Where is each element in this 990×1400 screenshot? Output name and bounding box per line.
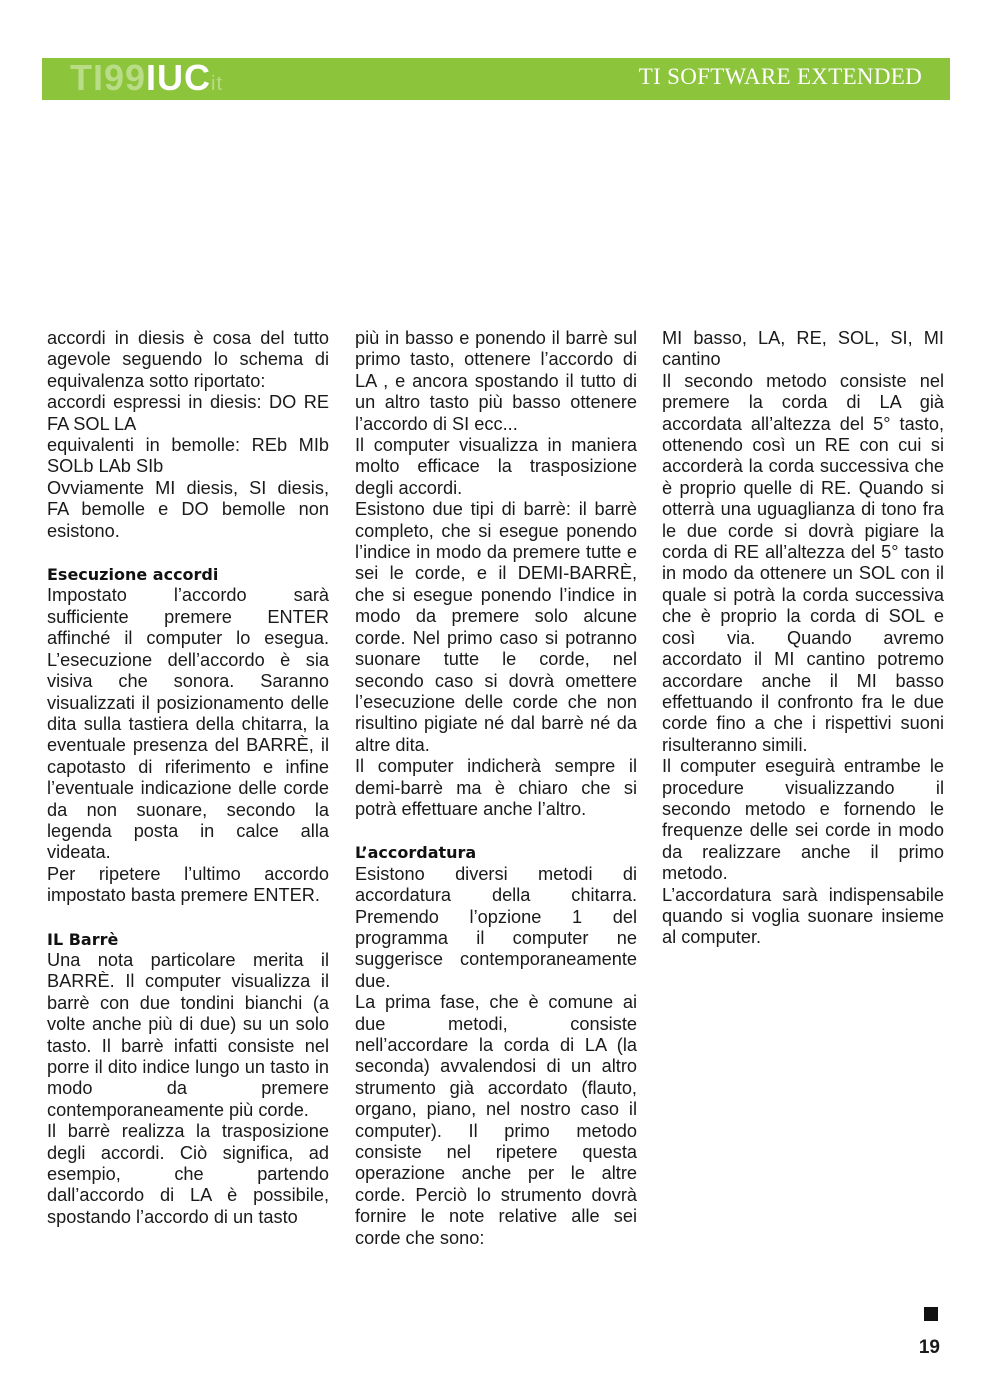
section-heading: L’accordatura	[355, 843, 477, 863]
paragraph: accordi in diesis è cosa del tutto agevole seguendo lo schema di equivalenza sotto riportato:	[47, 328, 329, 391]
logo-part-iuc: IUC	[146, 57, 212, 98]
paragraph: Il computer eseguirà entrambe le procedure visualizzando il secondo metodo e fornendo le frequenze delle sei corde in modo da realizzare anche il primo metodo.	[662, 756, 944, 884]
section-title: TI SOFTWARE EXTENDED	[638, 64, 922, 89]
paragraph: L’accordatura sarà indispensabile quando si voglia suonare insieme al computer.	[662, 884, 944, 948]
paragraph: Esistono due tipi di barrè: il barrè completo, che si esegue ponendo l’indice in modo da premere tutte e sei le corde, e il DEMI-BARRÈ, che si esegue ponendo l’indice in modo da premere solo alcune corde. Nel primo caso si potranno suonare tutte le corde, nel secondo caso si dovrà omettere l’esecuzione delle corde che non risultino pigiate né dal barrè né da altre dita.	[355, 499, 637, 755]
paragraph: accordi espressi in diesis: DO RE FA SOL LA	[47, 392, 329, 434]
paragraph: più in basso e ponendo il barrè sul primo tasto, ottenere l’accordo di LA , e ancora spostando il tutto di un altro tasto più basso ottenere l’accordo di SI ecc...	[355, 328, 637, 434]
paragraph: Il barrè realizza la trasposizione degli accordi. Ciò significa, ad esempio, che partendo dall’accordo di LA è possibile, spostando l’accordo di un tasto	[47, 1121, 329, 1227]
paragraph: equivalenti in bemolle: REb MIb SOLb LAb SIb	[47, 435, 329, 477]
text-column-2	[355, 328, 637, 1249]
logo-part-ti99: TI99	[70, 57, 147, 98]
logo-part-it: it	[211, 73, 224, 95]
paragraph: Una nota particolare merita il BARRÈ. Il computer visualizza il barrè con due tondini bianchi (a volte anche più di due) su un solo tasto. Il barrè infatti consiste nel porre il dito indice lungo un tasto in modo da premere contemporaneamente più corde.	[47, 949, 329, 1120]
section-heading: IL Barrè	[47, 929, 119, 949]
paragraph: La prima fase, che è comune ai due metodi, consiste nell’accordare la corda di LA (la seconda) avvalendosi di un altro strumento già accordato (flauto, organo, piano, nel nostro caso il computer). Il primo metodo consiste nel ripetere questa operazione anche per le altre corde. Perciò lo strumento dovrà fornire le note relative alle sei corde che sono:	[355, 992, 637, 1248]
paragraph: Impostato l’accordo sarà sufficiente premere ENTER affinché il computer lo esegua. L’esecuzione dell’accordo è sia visiva che sonora. Saranno visualizzati il posizionamento delle dita sulla tastiera della chitarra, la eventuale presenza del BARRÈ, il capotasto di riferimento e infine l’eventuale indicazione delle corde da non suonare, secondo la legenda posta in calce alla videata.	[47, 585, 329, 863]
paragraph: MI basso, LA, RE, SOL, SI, MI cantino	[662, 328, 944, 370]
magazine-logo	[70, 56, 223, 100]
text-column-3	[662, 328, 944, 949]
paragraph: Il secondo metodo consiste nel premere la corda di LA già accordata all’altezza del 5° tasto, ottenendo così un RE con cui si accorderà la corda successiva che è proprio quelle di RE. Quando si otterrà una uguaglianza di tono fra le due corde si dovrà pigiare la corda di RE all’altezza del 5° tasto in modo da ottenere un SOL con il quale si potrà la corda successiva che è proprio la corda di SOL e così via. Quando avremo accordato il MI cantino potremo accordare anche il MI basso effettuando il confronto fra le due corde fino a che i rispettivi suoni risulteranno simili.	[662, 370, 944, 755]
paragraph: Esistono diversi metodi di accordatura della chitarra. Premendo l’opzione 1 del programma il computer ne suggerisce contemporaneamente due.	[355, 863, 637, 991]
section-heading: Esecuzione accordi	[47, 565, 219, 585]
paragraph: Il computer indicherà sempre il demi-barrè ma è chiaro che si potrà effettuare anche l’altro.	[355, 756, 637, 819]
page-number: 19	[918, 1337, 940, 1358]
paragraph: Il computer visualizza in maniera molto efficace la trasposizione degli accordi.	[355, 435, 637, 498]
text-column-1	[47, 328, 329, 1228]
end-of-article-mark	[924, 1307, 938, 1321]
paragraph: Ovviamente MI diesis, SI diesis, FA bemolle e DO bemolle non esistono.	[47, 477, 329, 541]
paragraph: Per ripetere l’ultimo accordo impostato basta premere ENTER.	[47, 863, 329, 906]
